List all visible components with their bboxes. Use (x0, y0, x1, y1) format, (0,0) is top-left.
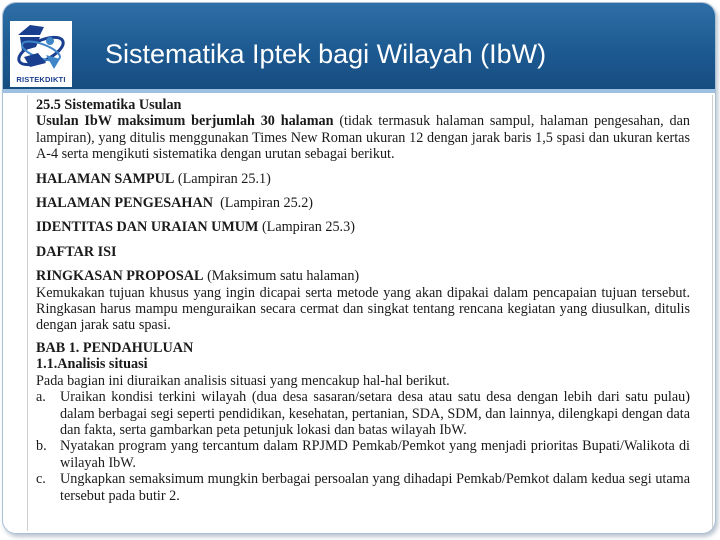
section-name: HALAMAN PENGESAHAN (36, 195, 213, 212)
sub11-text: Pada bagian ini diuraikan analisis situasi yang mencakup hal-hal berikut. (36, 372, 450, 389)
section-identitas (36, 219, 690, 235)
list-text: Nyatakan program yang tercantum dalam RPJMD Pemkab/Pemkot yang menjadi prioritas Bupati/Walikota di wilayah IbW. (60, 438, 690, 471)
section-halaman-pengesahan (36, 195, 690, 211)
section-note: (Maksimum satu halaman) (203, 268, 360, 285)
slide-title: Sistematika Iptek bagi Wilayah (IbW) (105, 39, 547, 69)
section-name: HALAMAN SAMPUL (36, 170, 175, 187)
section-name: DAFTAR ISI (36, 243, 117, 260)
document-excerpt (27, 95, 713, 531)
section-note: (Lampiran 25.2) (212, 195, 314, 212)
list-marker: b. (36, 438, 47, 455)
section-name: IDENTITAS DAN URAIAN UMUM (36, 219, 259, 236)
slide-frame (2, 2, 716, 534)
doc-intro-bold: Usulan IbW maksimum berjumlah 30 halaman (36, 113, 334, 130)
list-item (36, 471, 690, 504)
section-ringkasan (36, 268, 690, 284)
list-marker: a. (36, 389, 46, 406)
list-text: Ungkapkan semaksimum mungkin berbagai persoalan yang dihadapi Pemkab/Pemkot dalam kedua segi utama tersebut pada butir 2. (60, 471, 690, 504)
list-item (36, 438, 690, 471)
section-note: (Lampiran 25.1) (174, 170, 271, 187)
ristekdikti-logo (10, 21, 72, 87)
doc-intro-rest: (tidak termasuk halaman sampul, halaman pengesahan, dan lampiran), yang ditulis menggunakan Times New Roman ukuran 12 dengan jarak baris 1,5 spasi dan ukuran kertas A-4 serta mengikuti sistematika dengan urutan sebagai berikut. (36, 113, 691, 163)
doc-intro (36, 113, 690, 162)
logo-emblem-icon (10, 21, 72, 75)
bab1-heading: BAB 1. PENDAHULUAN (36, 339, 194, 356)
section-daftar-isi (36, 244, 690, 260)
doc-heading: 25.5 Sistematika Usulan (36, 97, 182, 113)
list-marker: c. (36, 471, 46, 488)
section-note: (Lampiran 25.3) (258, 219, 355, 236)
logo-text: RISTEKDIKTI (16, 75, 66, 84)
sub11-heading: 1.1.Analisis situasi (36, 356, 148, 373)
slide-header (3, 3, 715, 93)
section-name: RINGKASAN PROPOSAL (36, 268, 204, 285)
list-text: Uraikan kondisi terkini wilayah (dua desa sasaran/setara desa atau satu desa dengan lebih dari satu pulau) dalam berbagai segi seperti pendidikan, kesehatan, pertanian, SDA, SDM, dan lainnya, dilengkapi dengan data dan fakta, serta gambarkan peta petunjuk lokasi dan batas wilayah IbW. (60, 389, 690, 438)
ringkasan-text: Kemukakan tujuan khusus yang ingin dicapai serta metode yang akan dipakai dalam pencapaian tujuan tersebut. Ringkasan harus mampu menguraikan secara cermat dan singkat tentang rencana kegiatan yang diusulkan, ditulis dengan jarak satu spasi. (36, 284, 690, 334)
list-item (36, 389, 690, 438)
section-halaman-sampul (36, 171, 690, 187)
